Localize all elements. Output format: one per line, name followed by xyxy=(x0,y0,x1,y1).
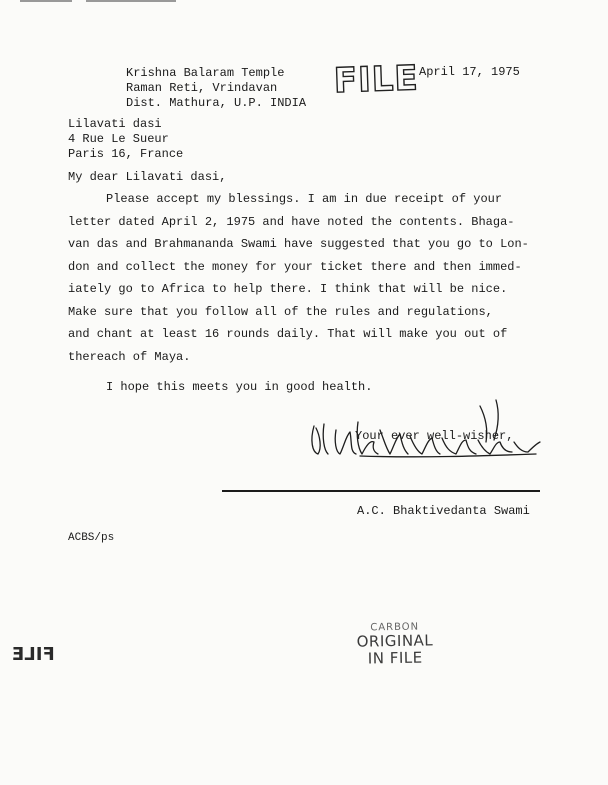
salutation: My dear Lilavati dasi, xyxy=(68,170,227,184)
body-line: iately go to Africa to help there. I think that will be nice. xyxy=(68,282,508,296)
carbon-stamp-line: IN FILE xyxy=(367,648,423,668)
file-stamp: FILE xyxy=(333,58,420,102)
body-line: don and collect the money for your ticket there and then immed- xyxy=(68,259,522,274)
body-line: Please accept my blessings. I am in due receipt of your xyxy=(106,192,503,206)
signature-line xyxy=(222,490,540,492)
signer-name: A.C. Bhaktivedanta Swami xyxy=(357,504,530,518)
sender-address xyxy=(126,66,306,111)
sender-line-2: Raman Reti, Vrindavan xyxy=(126,81,278,95)
body-line: Make sure that you follow all of the rules and regulations, xyxy=(68,304,493,319)
recipient-address xyxy=(68,117,183,162)
recipient-street: 4 Rue Le Sueur xyxy=(68,132,169,146)
body-line: van das and Brahmananda Swami have suggested that you go to Lon- xyxy=(68,237,529,251)
body-line: letter dated April 2, 1975 and have noted the contents. Bhaga- xyxy=(68,214,515,229)
scan-edge-marks xyxy=(0,0,608,6)
letter-body xyxy=(68,188,548,368)
sender-line-1: Krishna Balaram Temple xyxy=(126,66,285,80)
carbon-stamp-line: ORIGINAL xyxy=(356,631,434,651)
carbon-original-stamp xyxy=(350,621,441,668)
recipient-name: Lilavati dasi xyxy=(68,117,162,131)
reference-initials: ACBS/ps xyxy=(68,532,115,544)
closing-line: I hope this meets you in good health. xyxy=(106,380,373,394)
valediction: Your ever well-wisher, xyxy=(355,429,514,443)
body-line: thereach of Maya. xyxy=(68,349,191,364)
recipient-city: Paris 16, France xyxy=(68,147,184,161)
body-line: and chant at least 16 rounds daily. That will make you out of xyxy=(68,327,508,341)
carbon-stamp-line: CARBON xyxy=(370,621,420,634)
sender-line-3: Dist. Mathura, U.P. INDIA xyxy=(126,96,307,110)
mirrored-file-stamp: FILE xyxy=(12,644,55,665)
letter-date: April 17, 1975 xyxy=(419,65,520,79)
